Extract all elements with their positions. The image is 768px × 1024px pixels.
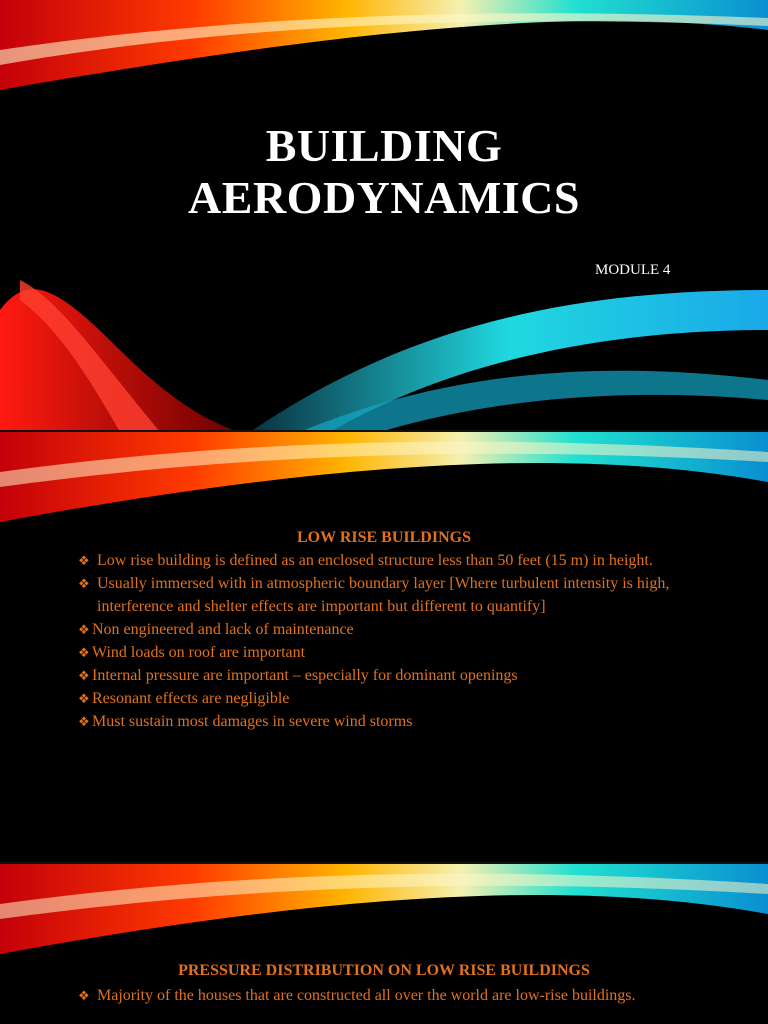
title-line-2: AERODYNAMICS (188, 172, 580, 223)
page-title (0, 120, 768, 224)
list-item: ❖ Non engineered and lack of maintenance (78, 618, 678, 641)
list-item: ❖ Must sustain most damages in severe wind storms (78, 710, 678, 733)
diamond-bullet-icon: ❖ (78, 668, 90, 683)
list-item: ❖ Wind loads on roof are important (78, 641, 678, 664)
subtitle: MODULE 4 (595, 262, 671, 278)
title-line-1: BUILDING (265, 120, 503, 171)
top-swoosh-decoration (0, 864, 768, 959)
diamond-bullet-icon: ❖ (78, 553, 90, 568)
slide-low-rise-buildings (0, 432, 768, 864)
diamond-bullet-icon: ❖ (78, 645, 90, 660)
bottom-swoosh-decoration (0, 270, 768, 432)
slide-pressure-distribution (0, 864, 768, 1024)
section-heading: PRESSURE DISTRIBUTION ON LOW RISE BUILDINGS (178, 962, 590, 979)
bullet-list (78, 549, 678, 733)
slide-title (0, 0, 768, 432)
bullet-list (78, 984, 678, 1007)
diamond-bullet-icon: ❖ (78, 988, 90, 1003)
section-heading: LOW RISE BUILDINGS (297, 529, 471, 546)
diamond-bullet-icon: ❖ (78, 576, 90, 591)
top-swoosh-decoration (0, 0, 768, 110)
list-item: ❖ Internal pressure are important – especially for dominant openings (78, 664, 678, 687)
diamond-bullet-icon: ❖ (78, 691, 90, 706)
list-item: ❖ Majority of the houses that are constructed all over the world are low-rise buildings. (78, 984, 678, 1007)
list-item: ❖ Low rise building is defined as an enclosed structure less than 50 feet (15 m) in height. (78, 549, 678, 572)
list-item: ❖ Usually immersed with in atmospheric boundary layer [Where turbulent intensity is high, interference and shelter effects are important but different to quantify] (78, 572, 678, 618)
diamond-bullet-icon: ❖ (78, 714, 90, 729)
diamond-bullet-icon: ❖ (78, 622, 90, 637)
top-swoosh-decoration (0, 432, 768, 527)
list-item: ❖ Resonant effects are negligible (78, 687, 678, 710)
